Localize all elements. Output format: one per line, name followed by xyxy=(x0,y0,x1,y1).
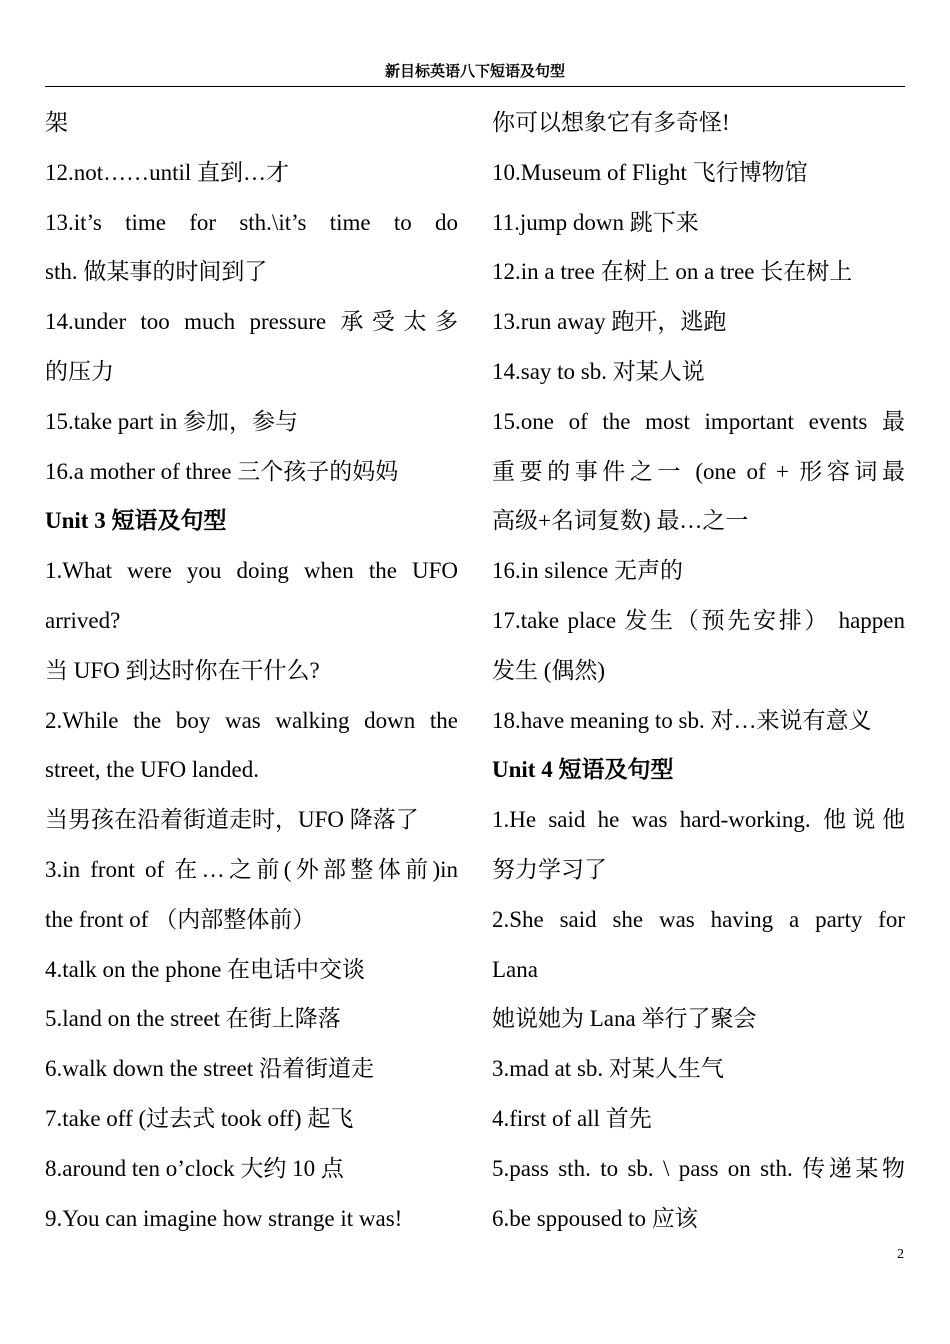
text-line: 2.While the boy was walking down the xyxy=(45,707,458,733)
text-line: 15.one of the most important events 最 xyxy=(492,408,905,434)
text-line: 1.What were you doing when the UFO xyxy=(45,558,458,584)
text-line: 12.not……until 直到…才 xyxy=(45,159,290,185)
text-line: 14.under too much pressure 承受太多 xyxy=(45,309,458,335)
text-line: 1.He said he was hard-working. 他说他 xyxy=(492,807,905,833)
text-line: 13.run away 跑开，逃跑 xyxy=(492,309,727,335)
text-line: 12.in a tree 在树上 on a tree 长在树上 xyxy=(492,259,853,285)
text-line: 9.You can imagine how strange it was! xyxy=(45,1205,403,1231)
text-line: 她说她为 Lana 举行了聚会 xyxy=(492,1006,757,1032)
right-column xyxy=(492,98,905,1243)
text-line: 架 xyxy=(45,110,68,135)
text-line: 2.She said she was having a party for xyxy=(492,906,905,932)
text-line: 4.first of all 首先 xyxy=(492,1105,652,1131)
text-line: 14.say to sb. 对某人说 xyxy=(492,358,705,384)
text-line: 的压力 xyxy=(45,358,114,384)
left-column xyxy=(45,98,458,1243)
text-line: 13.it’s time for sth.\it’s time to do xyxy=(45,209,458,235)
text-line: 16.in silence 无声的 xyxy=(492,558,683,584)
text-line: 发生 (偶然) xyxy=(492,657,606,683)
page-header-title: 新目标英语八下短语及句型 xyxy=(384,64,565,80)
text-line: 10.Museum of Flight 飞行博物馆 xyxy=(492,159,808,185)
text-line: 15.take part in 参加，参与 xyxy=(45,408,298,434)
text-line: 5.land on the street 在街上降落 xyxy=(45,1006,341,1032)
text-line: 你可以想象它有多奇怪! xyxy=(492,110,730,135)
section-heading: Unit 3 短语及句型 xyxy=(45,508,227,534)
text-line: 4.talk on the phone 在电话中交谈 xyxy=(45,956,366,982)
text-line: 8.around ten o’clock 大约 10 点 xyxy=(45,1155,344,1181)
text-line: arrived? xyxy=(45,607,121,633)
text-line: 5.pass sth. to sb. \ pass on sth. 传递某物 xyxy=(492,1155,905,1181)
text-line: 7.take off (过去式 took off) 起飞 xyxy=(45,1105,354,1131)
text-line: 当 UFO 到达时你在干什么? xyxy=(45,657,320,683)
text-line: 17.take place 发生（预先安排） happen xyxy=(492,607,905,633)
text-line: 6.be sppoused to 应该 xyxy=(492,1205,698,1231)
text-line: 高级+名词复数) 最…之一 xyxy=(492,508,749,534)
text-line: street, the UFO landed. xyxy=(45,757,259,783)
text-line: the front of （内部整体前） xyxy=(45,906,316,932)
text-line: 11.jump down 跳下来 xyxy=(492,209,699,235)
page-number: 2 xyxy=(897,1247,904,1262)
text-line: 18.have meaning to sb. 对…来说有意义 xyxy=(492,707,872,733)
text-line: 重要的事件之一 (one of + 形容词最 xyxy=(492,458,905,484)
text-line: sth. 做某事的时间到了 xyxy=(45,259,268,285)
text-line: 努力学习了 xyxy=(492,856,607,882)
section-heading: Unit 4 短语及句型 xyxy=(492,757,674,783)
text-line: 3.in front of 在…之前(外部整体前)in xyxy=(45,856,458,882)
text-line: 6.walk down the street 沿着街道走 xyxy=(45,1056,374,1082)
header-rule xyxy=(45,86,905,87)
text-line: 16.a mother of three 三个孩子的妈妈 xyxy=(45,458,399,484)
text-line: Lana xyxy=(492,956,538,982)
text-line: 3.mad at sb. 对某人生气 xyxy=(492,1056,724,1082)
text-line: 当男孩在沿着街道走时，UFO 降落了 xyxy=(45,807,419,833)
